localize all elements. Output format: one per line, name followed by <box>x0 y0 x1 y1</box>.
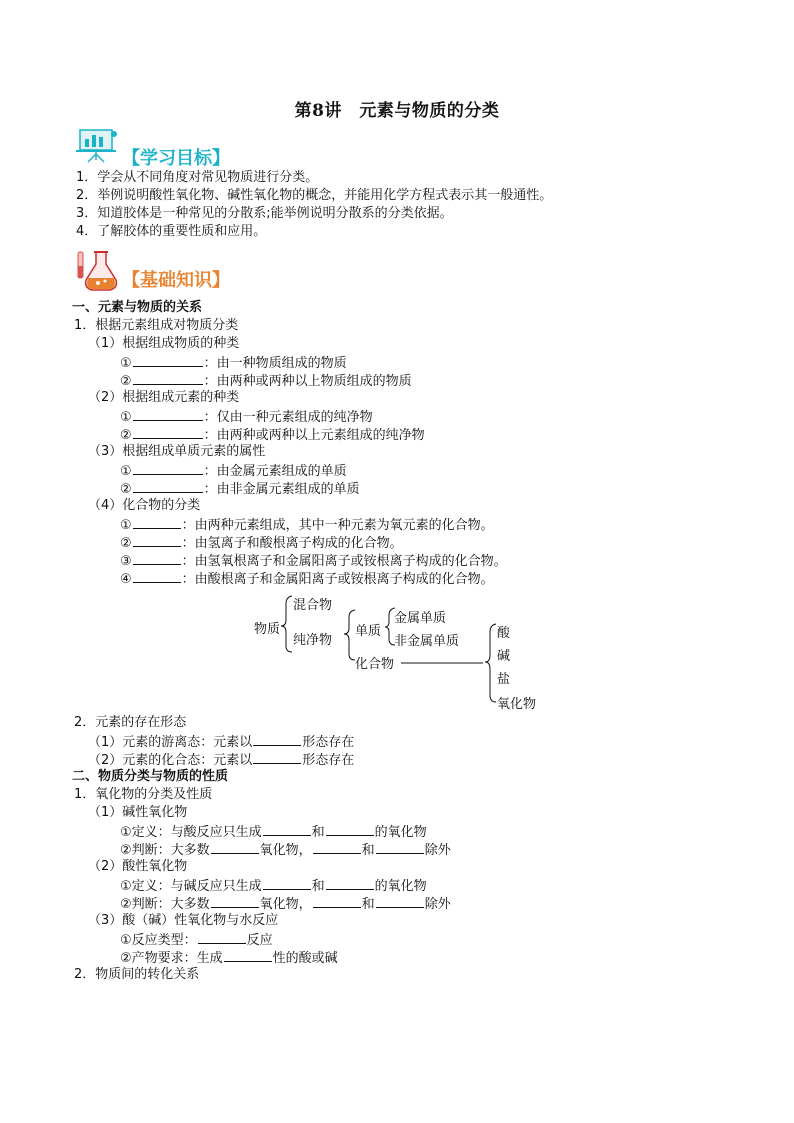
answer-blank[interactable] <box>326 822 374 836</box>
answer-blank[interactable] <box>133 353 203 367</box>
tree-node-oxide: 氧化物 <box>497 697 537 712</box>
answer-blank[interactable] <box>133 569 181 583</box>
subsection-title: （2）根据组成元素的种类 <box>88 390 240 405</box>
goal-item: 2．举例说明酸性氧化物、碱性氧化物的概念，并能用化学方程式表示其一般通性。 <box>76 188 553 203</box>
subsection-title: 1．根据元素组成对物质分类 <box>74 318 239 333</box>
fill-item: （1）元素的游离态：元素以 形态存在 <box>88 732 354 752</box>
tree-node-mixture: 混合物 <box>293 598 333 613</box>
tree-node-salt: 盐 <box>497 672 511 687</box>
answer-blank[interactable] <box>313 840 361 854</box>
answer-blank[interactable] <box>326 876 374 890</box>
subsection-title: 2．元素的存在形态 <box>74 715 187 730</box>
fill-item: ② ：由两种或两种以上物质组成的物质 <box>120 371 412 391</box>
basic-knowledge-heading: 【基础知识】 <box>122 270 230 291</box>
answer-blank[interactable] <box>211 840 259 854</box>
fill-item: ①反应类型： 反应 <box>120 930 273 950</box>
presentation-board-icon <box>74 124 120 164</box>
answer-blank[interactable] <box>133 533 181 547</box>
fill-item: ① ：由一种物质组成的物质 <box>120 353 347 373</box>
tree-node-base: 碱 <box>497 649 511 664</box>
tree-node-nonmetal: 非金属单质 <box>394 634 460 649</box>
answer-blank[interactable] <box>133 407 203 421</box>
tree-node-compound: 化合物 <box>355 657 395 672</box>
answer-blank[interactable] <box>198 930 246 944</box>
answer-blank[interactable] <box>133 515 181 529</box>
answer-blank[interactable] <box>133 551 181 565</box>
tree-node-acid: 酸 <box>497 626 511 641</box>
answer-blank[interactable] <box>313 894 361 908</box>
answer-blank[interactable] <box>224 948 272 962</box>
fill-item: ① ：仅由一种元素组成的纯净物 <box>120 407 373 427</box>
fill-item: ①定义：与酸反应只生成 和 的氧化物 <box>120 822 427 842</box>
subsection-title: 1．氧化物的分类及性质 <box>74 787 213 802</box>
subsection-title: （1）根据组成物质的种类 <box>88 336 240 351</box>
answer-blank[interactable] <box>263 822 311 836</box>
fill-item: ② ：由两种或两种以上元素组成的纯净物 <box>120 425 425 445</box>
subsection-title: （2）酸性氧化物 <box>88 859 188 874</box>
section-title: 二、物质分类与物质的性质 <box>72 769 229 784</box>
fill-item: ②判断：大多数 氧化物， 和 除外 <box>120 894 451 914</box>
goal-item: 3．知道胶体是一种常见的分散系;能举例说明分散系的分类依据。 <box>76 206 453 221</box>
section-title: 一、元素与物质的关系 <box>72 300 203 315</box>
subsection-title: （3）根据组成单质元素的属性 <box>88 444 266 459</box>
subsection-title: 2．物质间的转化关系 <box>74 967 200 982</box>
fill-item: ① ：由两种元素组成，其中一种元素为氧元素的化合物。 <box>120 515 494 535</box>
answer-blank[interactable] <box>133 371 203 385</box>
subsection-title: （1）碱性氧化物 <box>88 805 188 820</box>
fill-item: ④ ：由酸根离子和金属阳离子或铵根离子构成的化合物。 <box>120 569 494 589</box>
answer-blank[interactable] <box>133 425 203 439</box>
goal-item: 4．了解胶体的重要性质和应用。 <box>76 224 267 239</box>
fill-item: ②产物要求：生成 性的酸或碱 <box>120 948 338 968</box>
tree-node-pure-substance: 纯净物 <box>293 633 333 648</box>
answer-blank[interactable] <box>376 894 424 908</box>
answer-blank[interactable] <box>253 750 301 764</box>
fill-item: （2）元素的化合态：元素以 形态存在 <box>88 750 354 770</box>
answer-blank[interactable] <box>133 479 203 493</box>
tree-node-metal: 金属单质 <box>394 611 447 626</box>
page-title: 第8讲 元素与物质的分类 <box>294 101 500 121</box>
answer-blank[interactable] <box>133 461 203 475</box>
flask-icon <box>74 248 124 294</box>
fill-item: ①定义：与碱反应只生成 和 的氧化物 <box>120 876 427 896</box>
goal-item: 1．学会从不同角度对常见物质进行分类。 <box>76 170 319 185</box>
subsection-title: （3）酸（碱）性氧化物与水反应 <box>88 913 279 928</box>
tree-node-element: 单质 <box>355 624 382 639</box>
answer-blank[interactable] <box>211 894 259 908</box>
answer-blank[interactable] <box>376 840 424 854</box>
answer-blank[interactable] <box>263 876 311 890</box>
fill-item: ② ：由氢离子和酸根离子构成的化合物。 <box>120 533 403 553</box>
answer-blank[interactable] <box>253 732 301 746</box>
fill-item: ②判断：大多数 氧化物， 和 除外 <box>120 840 451 860</box>
learning-goals-heading: 【学习目标】 <box>122 148 230 169</box>
tree-node-root: 物质 <box>254 622 281 637</box>
fill-item: ① ：由金属元素组成的单质 <box>120 461 347 481</box>
fill-item: ② ：由非金属元素组成的单质 <box>120 479 360 499</box>
fill-item: ③ ：由氢氧根离子和金属阳离子或铵根离子构成的化合物。 <box>120 551 507 571</box>
subsection-title: （4）化合物的分类 <box>88 498 201 513</box>
